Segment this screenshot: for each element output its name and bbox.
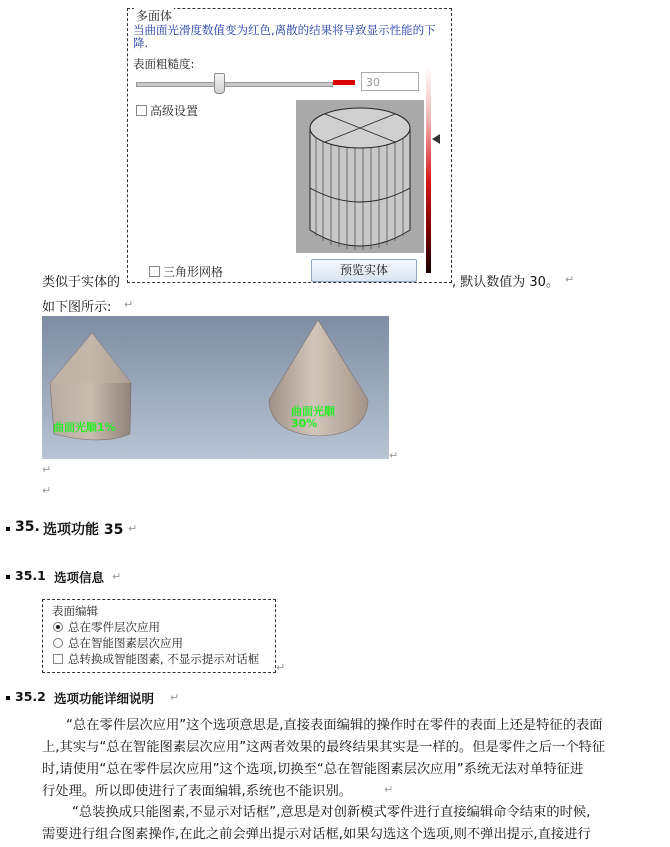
body-line-2: 如下图所示: bbox=[42, 300, 112, 315]
radio-feature-level-label: 总在智能图素层次应用 bbox=[68, 636, 183, 650]
paragraph-mark: ↵ bbox=[384, 783, 394, 796]
always-convert-label: 总转换成智能图素, 不显示提示对话框 bbox=[68, 652, 260, 666]
dialog-description: 当曲面光滑度数值变为红色,离散的结果将导致显示性能的下降. bbox=[133, 23, 436, 50]
triangle-mesh-label: 三角形网格 bbox=[163, 265, 224, 279]
paragraph-mark: ↵ bbox=[42, 484, 52, 497]
dialog-title: 多面体 bbox=[136, 9, 173, 23]
section-35-1-title: 选项信息 bbox=[54, 570, 105, 585]
paragraph-mark: ↵ bbox=[124, 298, 134, 311]
paragraph-mark: ↵ bbox=[128, 522, 138, 535]
paragraph-1-line-3: 时,请使用“总在零件层次应用”这个选项,切换至“总在智能图素层次应用”系统无法对单特征进 bbox=[42, 762, 584, 777]
always-convert-checkbox[interactable] bbox=[53, 654, 63, 664]
roughness-input[interactable]: 30 bbox=[361, 72, 419, 91]
advanced-settings-label: 高级设置 bbox=[150, 104, 199, 118]
triangle-mesh-checkbox[interactable] bbox=[149, 266, 160, 277]
paragraph-2-line-2: 需要进行组合图素操作,在此之前会弹出提示对话框,如果勾选这个选项,则不弹出提示,直接进行 bbox=[42, 827, 591, 842]
paragraph-mark: ↵ bbox=[565, 273, 575, 286]
paragraph-1-line-4: 行处理。所以即使进行了表面编辑,系统也不能识别。 bbox=[42, 784, 353, 799]
advanced-settings-checkbox[interactable] bbox=[136, 105, 147, 116]
smoothness-comparison-image bbox=[42, 316, 389, 459]
smoothness-1-label: 曲面光顺1% bbox=[53, 421, 116, 434]
radio-part-level-label: 总在零件层次应用 bbox=[68, 620, 160, 634]
surface-edit-options-group bbox=[42, 599, 276, 673]
section-35-title: 选项功能 35 bbox=[43, 522, 124, 538]
scale-pointer-icon[interactable] bbox=[432, 134, 440, 144]
section-35-2-number: 35.2 bbox=[15, 689, 46, 704]
paragraph-mark: ↵ bbox=[170, 691, 180, 704]
preview-solid-button[interactable]: 预览实体 bbox=[311, 259, 417, 282]
body-line-1-prefix: 类似于实体的 bbox=[42, 275, 121, 290]
section-35-2-title: 选项功能详细说明 bbox=[54, 691, 155, 706]
body-line-1-suffix: , 默认数值为 30。 bbox=[452, 275, 559, 290]
paragraph-mark: ↵ bbox=[276, 661, 286, 674]
preview-viewport bbox=[296, 100, 424, 253]
section-35-number: 35. bbox=[15, 519, 40, 535]
paragraph-1-line-2: 上,其实与“总在智能图素层次应用”这两者效果的最终结果其实是一样的。但是零件之后一个特征 bbox=[42, 740, 606, 755]
radio-part-level[interactable] bbox=[53, 622, 63, 632]
paragraph-1-line-1: “总在零件层次应用”这个选项意思是,直接表面编辑的操作时在零件的表面上还是特征的表面 bbox=[66, 718, 603, 733]
heading-bullet bbox=[6, 696, 10, 700]
paragraph-2-line-1: “总装换成只能图素,不显示对话框”,意思是对创新模式零件进行直接编辑命令结束的时候, bbox=[72, 805, 591, 820]
smoothness-30-label-line1: 曲面光顺 bbox=[291, 405, 335, 418]
smoothness-30-label-line2: 30% bbox=[291, 417, 318, 430]
roughness-slider-thumb[interactable] bbox=[214, 73, 225, 94]
roughness-warning-bar bbox=[333, 80, 355, 85]
options-group-title: 表面编辑 bbox=[52, 604, 98, 618]
heading-bullet bbox=[6, 575, 10, 579]
paragraph-mark: ↵ bbox=[112, 570, 122, 583]
cylinder-preview-icon bbox=[296, 100, 424, 253]
polyface-dialog bbox=[127, 8, 452, 283]
roughness-label: 表面粗糙度: bbox=[133, 57, 195, 71]
cone-comparison-icon bbox=[42, 316, 389, 459]
roughness-slider-track[interactable] bbox=[136, 82, 333, 87]
radio-feature-level[interactable] bbox=[53, 638, 63, 648]
smoothness-color-scale bbox=[426, 65, 431, 273]
heading-bullet bbox=[6, 527, 10, 531]
paragraph-mark: ↵ bbox=[42, 463, 52, 476]
section-35-1-number: 35.1 bbox=[15, 568, 46, 583]
paragraph-mark: ↵ bbox=[389, 449, 399, 462]
